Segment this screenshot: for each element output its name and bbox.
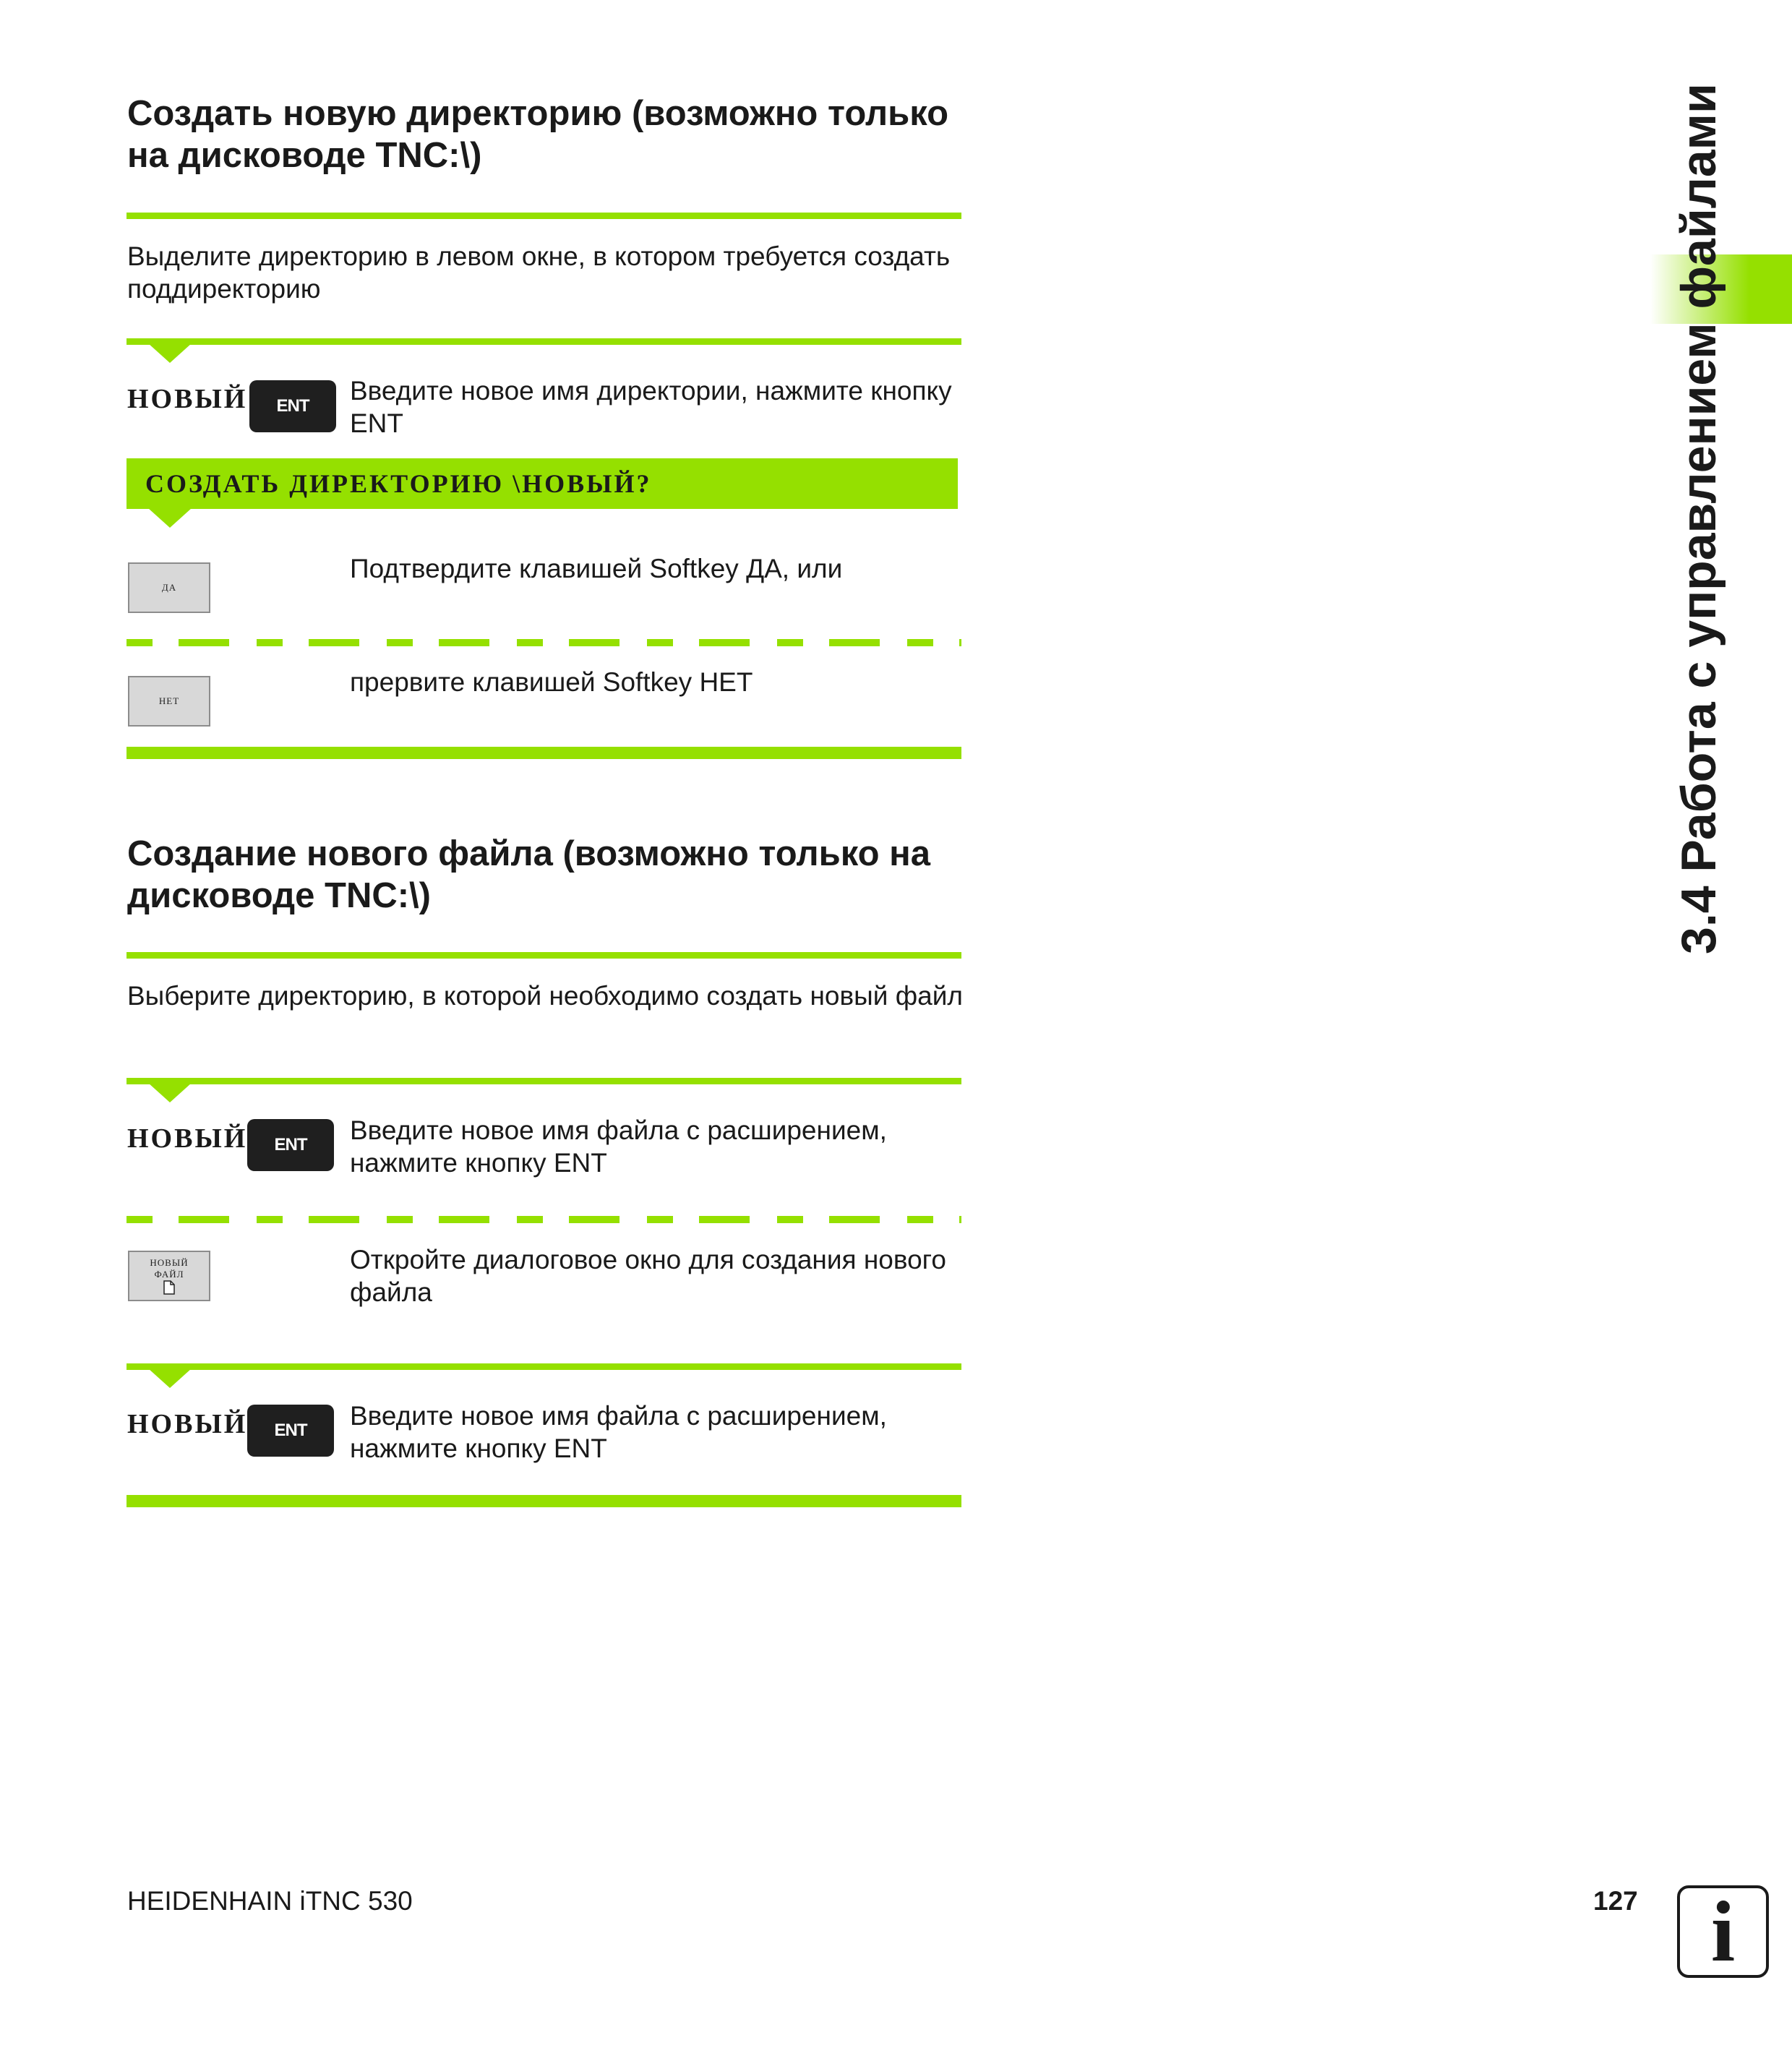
step-marker xyxy=(148,343,192,363)
key-label-new: НОВЫЙ xyxy=(127,384,248,414)
divider xyxy=(127,213,961,219)
ent-key[interactable]: ENT xyxy=(249,380,336,432)
section1-intro: Выделите директорию в левом окне, в котором требуется создать поддиректорию xyxy=(127,241,951,304)
step-text: Введите новое имя файла с расширением, нажмите кнопку ENT xyxy=(350,1115,887,1178)
section2-intro: Выберите директорию, в которой необходимо создать новый файл xyxy=(127,981,963,1011)
divider xyxy=(127,952,961,959)
step-marker xyxy=(148,1083,192,1102)
ent-key[interactable]: ENT xyxy=(247,1405,334,1457)
divider xyxy=(127,338,961,345)
dashed-divider xyxy=(127,639,961,646)
softkey-new-file[interactable] xyxy=(128,1251,210,1301)
ent-key[interactable]: ENT xyxy=(247,1119,334,1171)
softkey-no[interactable] xyxy=(128,676,210,727)
step-text: Введите новое имя файла с расширением, нажмите кнопку ENT xyxy=(350,1401,887,1463)
dialog-prompt-text: СОЗДАТЬ ДИРЕКТОРИЮ \НОВЫЙ? xyxy=(145,469,652,498)
dashed-divider xyxy=(127,1216,961,1223)
section-end-rule xyxy=(127,1495,961,1507)
step-text: прервите клавишей Softkey НЕТ xyxy=(350,667,753,697)
section2-heading: Создание нового файла (возможно только на дисководе TNC:\) xyxy=(127,834,931,915)
softkey-no-label: НЕТ xyxy=(158,695,180,706)
chapter-title: 3.4 Работа с управлением файлами xyxy=(1671,83,1726,954)
softkey-new-file-line1: НОВЫЙ xyxy=(150,1257,189,1268)
divider xyxy=(127,1363,961,1370)
softkey-yes[interactable] xyxy=(128,562,210,613)
step-marker xyxy=(148,1368,192,1388)
dialog-prompt-bar xyxy=(127,458,958,509)
step-marker xyxy=(148,508,192,528)
softkey-new-file-line2: ФАЙЛ xyxy=(154,1269,184,1280)
key-label-new: НОВЫЙ xyxy=(127,1123,248,1154)
divider xyxy=(127,1078,961,1084)
section1-heading: Создать новую директорию (возможно только на дисководе TNC:\) xyxy=(127,94,949,175)
info-icon-glyph: i xyxy=(1710,1883,1736,1979)
key-label-new: НОВЫЙ xyxy=(127,1409,248,1439)
section-end-rule xyxy=(127,747,961,759)
step-text: Откройте диалоговое окно для создания нового файла xyxy=(350,1245,946,1307)
step-text: Введите новое имя директории, нажмите кнопку ENT xyxy=(350,376,952,438)
page-number: 127 xyxy=(1593,1886,1638,1916)
info-icon xyxy=(1677,1885,1769,1978)
file-icon xyxy=(163,1280,176,1295)
step-text: Подтвердите клавишей Softkey ДА, или xyxy=(350,554,843,583)
softkey-yes-label: ДА xyxy=(161,582,177,593)
footer-product-name: HEIDENHAIN iTNC 530 xyxy=(127,1886,413,1916)
